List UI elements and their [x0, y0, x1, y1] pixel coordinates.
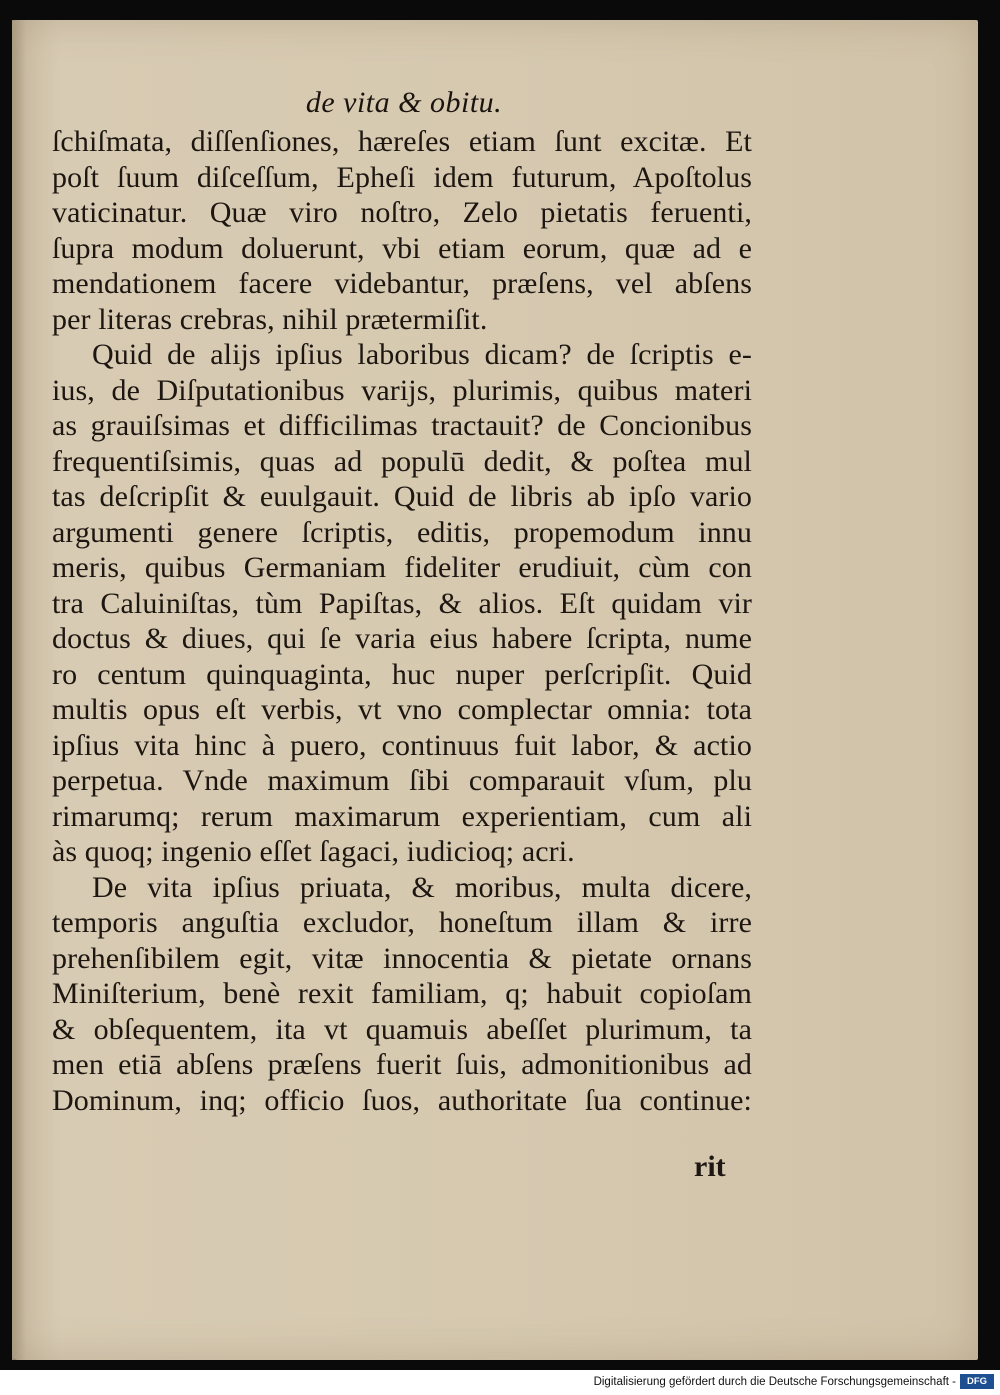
text-line: frequentiſsimis, quas ad populū dedit, & poſtea mul	[52, 444, 752, 478]
text-line: poſt ſuum diſceſſum, Epheſi idem futurum, Apoſtolus	[52, 160, 752, 194]
text-line: per literas crebras, nihil prætermiſit.	[52, 302, 488, 336]
text-line: rimarumq; rerum maximarum experientiam, cum ali	[52, 799, 752, 833]
page-gutter	[12, 20, 26, 1360]
text-line: as grauiſsimas et difficilimas tractauit? de Concionibus	[52, 409, 752, 442]
text-line: Dominum, inq; officio ſuos, authoritate ſua continue:	[52, 1083, 752, 1117]
text-line: ipſius vita hinc à puero, continuus fuit labor, & actio	[52, 728, 752, 762]
text-line: prehenſibilem egit, vitæ innocentia & pietate ornans	[52, 941, 752, 975]
text-line: ro centum quinquaginta, huc nuper perſcripſit. Quid	[52, 657, 752, 691]
text-line: vaticinatur. Quæ viro noſtro, Zelo pietatis feruenti,	[52, 196, 752, 229]
text-line: mendationem facere videbantur, præſens, vel abſens	[52, 267, 752, 300]
dfg-logo: DFG	[960, 1374, 994, 1389]
text-line: temporis anguſtia excludor, honeſtum illam & irre	[52, 906, 752, 939]
text-line: doctus & diues, qui ſe varia eius habere ſcripta, nume	[52, 622, 752, 655]
text-line: argumenti genere ſcriptis, editis, propemodum innu	[52, 515, 752, 549]
text-line: meris, quibus Germaniam fideliter erudiuit, cùm con	[52, 551, 752, 584]
text-line: perpetua. Vnde maximum ſibi comparauit vſum, plu	[52, 764, 752, 797]
text-line: ſchiſmata, diſſenſiones, hæreſes etiam ſunt excitæ. Et	[52, 125, 752, 158]
text-line: às quoq; ingenio eſſet ſagaci, iudicioq; acri.	[52, 835, 575, 868]
text-line: ſupra modum doluerunt, vbi etiam eorum, quæ ad e	[52, 231, 752, 265]
text-line: tra Caluiniſtas, tùm Papiſtas, & alios. Eſt quidam vir	[52, 586, 752, 620]
text-line: De vita ipſius priuata, & moribus, multa dicere,	[92, 870, 752, 904]
text-line: tas deſcripſit & euulgauit. Quid de libris ab ipſo vario	[52, 480, 752, 513]
text-line: multis opus eſt verbis, vt vno complectar omnia: tota	[52, 693, 752, 726]
text-line: Quid de alijs ipſius laboribus dicam? de ſcriptis e-	[92, 338, 752, 371]
body-text	[52, 124, 752, 1118]
text-line: Miniſterium, benè rexit familiam, q; habuit copioſam	[52, 977, 752, 1010]
funding-credit: Digitalisierung gefördert durch die Deutsche Forschungsgemeinschaft -	[593, 1376, 956, 1388]
running-head: de vita & obitu.	[305, 86, 503, 119]
book-page	[12, 20, 978, 1360]
text-line: men etiā abſens præſens fuerit ſuis, admonitionibus ad	[52, 1048, 752, 1081]
text-line: & obſequentem, ita vt quamuis abeſſet plurimum, ta	[52, 1012, 752, 1046]
digitization-footer	[0, 1370, 1000, 1395]
text-line: ius, de Diſputationibus varijs, plurimis, quibus materi	[52, 373, 752, 407]
catchword: rit	[694, 1150, 726, 1183]
